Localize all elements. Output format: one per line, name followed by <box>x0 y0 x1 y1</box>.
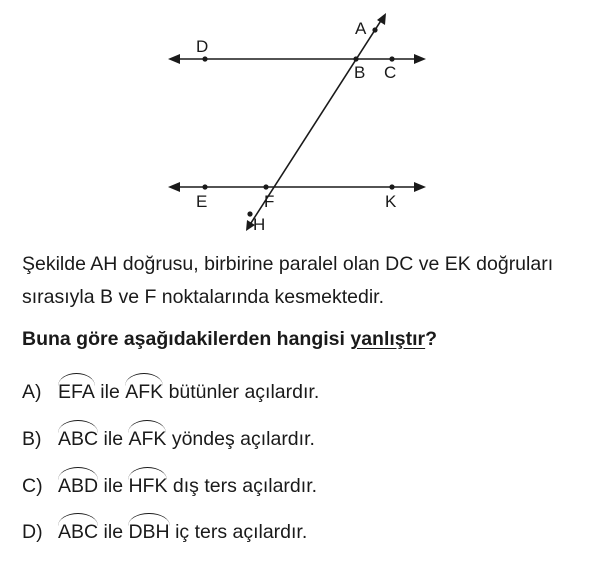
label-f: F <box>264 192 275 211</box>
option-text: dış ters açılardır. <box>172 475 318 497</box>
arrowhead-a <box>377 13 386 25</box>
angle-symbol: ABD <box>58 475 99 497</box>
point-b <box>353 56 358 61</box>
option-a[interactable] <box>22 380 319 404</box>
option-d[interactable] <box>22 520 307 544</box>
point-d <box>202 56 207 61</box>
question-stem: Şekilde AH doğrusu, birbirine paralel olan DC ve EK doğruları sırasıyla B ve F noktalarında kesmektedir. <box>22 253 554 308</box>
label-k: K <box>385 192 397 211</box>
option-b[interactable] <box>22 427 315 451</box>
option-c[interactable] <box>22 474 317 498</box>
point-a <box>372 27 377 32</box>
option-letter: A) <box>22 381 42 403</box>
label-c: C <box>384 63 397 82</box>
question-prompt <box>22 323 587 356</box>
angle-symbol: AFK <box>125 381 164 403</box>
option-letter: B) <box>22 428 42 450</box>
angle-symbol: EFA <box>58 381 95 403</box>
question-suffix: ? <box>425 328 438 350</box>
option-text: iç ters açılardır. <box>175 521 308 543</box>
question-emphasis: yanlıştır <box>350 328 426 350</box>
angle-symbol: HFK <box>128 475 168 497</box>
arrowhead-dc-left <box>168 54 180 64</box>
label-h: H <box>253 215 266 234</box>
option-connector: ile <box>103 428 124 450</box>
angle-symbol: ABC <box>58 428 99 450</box>
angle-symbol: AFK <box>128 428 167 450</box>
label-e: E <box>196 192 208 211</box>
point-f <box>263 184 268 189</box>
option-text: bütünler açılardır. <box>168 381 320 403</box>
arrowhead-ek-left <box>168 182 180 192</box>
geometry-figure <box>0 0 603 245</box>
point-c <box>389 56 394 61</box>
option-text: yöndeş açılardır. <box>171 428 315 450</box>
angle-symbol: DBH <box>128 521 170 543</box>
label-b: B <box>354 63 366 82</box>
point-e <box>202 184 207 189</box>
option-letter: C) <box>22 475 43 497</box>
angle-symbol: ABC <box>58 521 99 543</box>
label-d: D <box>196 37 209 56</box>
point-k <box>389 184 394 189</box>
option-connector: ile <box>103 475 124 497</box>
question-prefix: Buna göre aşağıdakilerden hangisi <box>22 328 351 350</box>
label-a: A <box>355 19 367 38</box>
point-h <box>247 211 252 216</box>
option-connector: ile <box>103 521 124 543</box>
option-letter: D) <box>22 521 43 543</box>
option-connector: ile <box>100 381 120 403</box>
arrowhead-ek-right <box>414 182 426 192</box>
arrowhead-dc-right <box>414 54 426 64</box>
